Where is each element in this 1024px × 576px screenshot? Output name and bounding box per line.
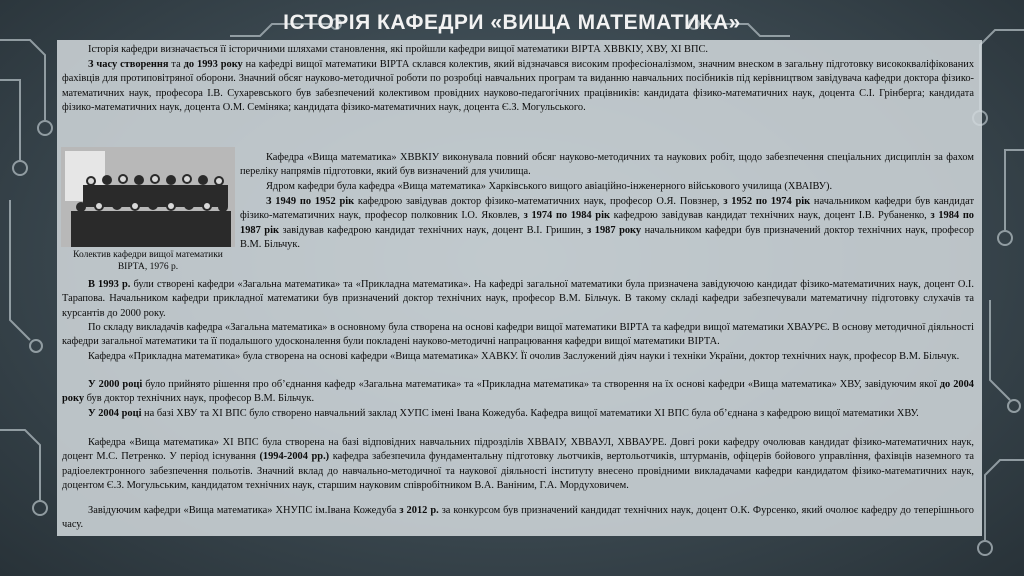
paragraph-early-history: З часу створення та до 1993 року на кафедрі вищої математики ВІРТА склався колектив, який відзначався високим професіоналізмом, значним внеском в загальну підготовку висококваліфікованих фахівців для протиповітряної оборони. Значний обсяг науково-методичної роботи по розробці навчальних програм та виданню навчальних посібників під керівництвом завідувача кафедри доктора фізико-математичних наук, професора І.В. Сухаревського був забезпечений колективом провідних науково-педагогічних працівників: кандидата фізико-математичних наук, доцента С.І. Грінберга; кандидата фізико-математичних наук, доцента О.М. Семіняка; кандидата фізико-математичних наук, доцента Є.З. Могульського. [62,59,975,114]
photo-caption: Колектив кафедри вищої математики ВІРТА, 1976 р. [73,250,223,272]
paragraph-hi-vps: Кафедра «Вища математика» ХІ ВПС була створена на базі відповідних навчальних підрозділів ХВВАІУ, ХВВАУЛ, ХВВАУРЕ. Довгі роки кафедру очолював кандидат фізико-математичних наук, доцент М.С. Петренко. У період існування (1994-2004 рр.) кафедра забезпечила фундаментальну підготовку льотчиків, вертольотчиків, штурманів, офіцерів бойового управління, фахівців наземного та радіоелектронного забезпечення польотів. Значний вклад до навчально-методичної та наукової діяльності інституту внесено провідними викладачами кафедри кандидатом фізико-математичних наук, доцентом Є.З. Могульським, кандидатом технічних наук, старшим науковим співробітником В.А. Ваніним, Г.А. Мордуховичем. [62,437,974,492]
paragraph-heads-1949-1987: З 1949 по 1952 рік кафедрою завідував доктор фізико-математичних наук, професор О.Я. Повзнер, з 1952 по 1974 рік начальником кафедри був кандидат фізико-математичних наук, професор полковник І.О. Яковлев, з 1974 по 1984 рік кафедрою завідував кандидат технічних наук, доцент І.В. Рубаненко, з 1984 по 1987 рік завідував кафедрою кандидат технічних наук, доцент В.І. Гришин, з 1987 року начальником кафедри був призначений доктор технічних наук, професор В.М. Більчук. [240,196,975,251]
page-title: ІСТОРІЯ КАФЕДРИ «ВИЩА МАТЕМАТИКА» [283,11,741,34]
paragraph-hvvkiu: Кафедра «Вища математика» ХВВКІУ виконувала повний обсяг науково-методичних та наукових робіт, щодо забезпечення спеціальних дисциплін за фахом переліку напрямів підготовки, який був визначений для училища. [240,152,974,178]
paragraph-applied-math: Кафедра «Прикладна математика» була створена на основі кафедри «Вища математика» ХАВКУ. Її очолив Заслужений діяч науки і техніки України, доктор технічних наук, професор В.М. Більчук. [88,351,960,362]
paragraph-hvaivu: Ядром кафедри була кафедра «Вища математика» Харківського вищого авіаційно-інженерного військового училища (ХВАІВУ). [266,181,833,192]
paragraph-2012: Завідуючим кафедри «Вища математика» ХНУПС ім.Івана Кожедуба з 2012 р. за конкурсом був призначений кандидат технічних наук, доцент О.К. Фурсенко, який очолює кафедру до теперішнього часу. [62,505,975,531]
paragraph-general-math: По складу викладачів кафедра «Загальна математика» в основному була створена на основі кафедри вищої математики ВІРТА та кафедри вищої математики ХВАУРЄ. В основу методичної діяльності кафедри загальної математики та її подальшого удосконалення були покладені науково-методичні напрацювання кафедри вищої математики ВІРТА. [62,322,974,348]
team-photo-illustration [61,147,235,247]
paragraph-2004: У 2004 році на базі ХВУ та ХІ ВПС було створено навчальний заклад ХУПС імені Івана Кожедуба. Кафедра вищої математики ХІ ВПС була об’єднана з кафедрою вищої математики ХВУ. [88,408,919,419]
intro-paragraph: Історія кафедри визначається її історичними шляхами становлення, які пройшли кафедри вищої математики ВІРТА ХВВКІУ, ХВУ, ХІ ВПС. [88,44,708,55]
department-team-photo [61,147,235,247]
paragraph-2000: У 2000 році було прийнято рішення про об’єднання кафедр «Загальна математика» та «Прикладна математика» та створення на їх основі кафедри «Вища математика» ХВУ, завідуючим якої до 2004 року був доктор технічних наук, професор В.М. Більчук. [62,379,974,405]
paragraph-1993: В 1993 р. були створені кафедри «Загальна математика» та «Прикладна математика». На кафедрі загальної математики була призначена завідуючою кандидат фізико-математичних наук, доцент О.І. Тарапова. Начальником кафедри прикладної математики був призначений доктор технічних наук, професор В.М. Більчук. В такому складі кафедри забезпечували математичну підготовку слухачів та курсантів до 2000 року. [62,279,974,319]
